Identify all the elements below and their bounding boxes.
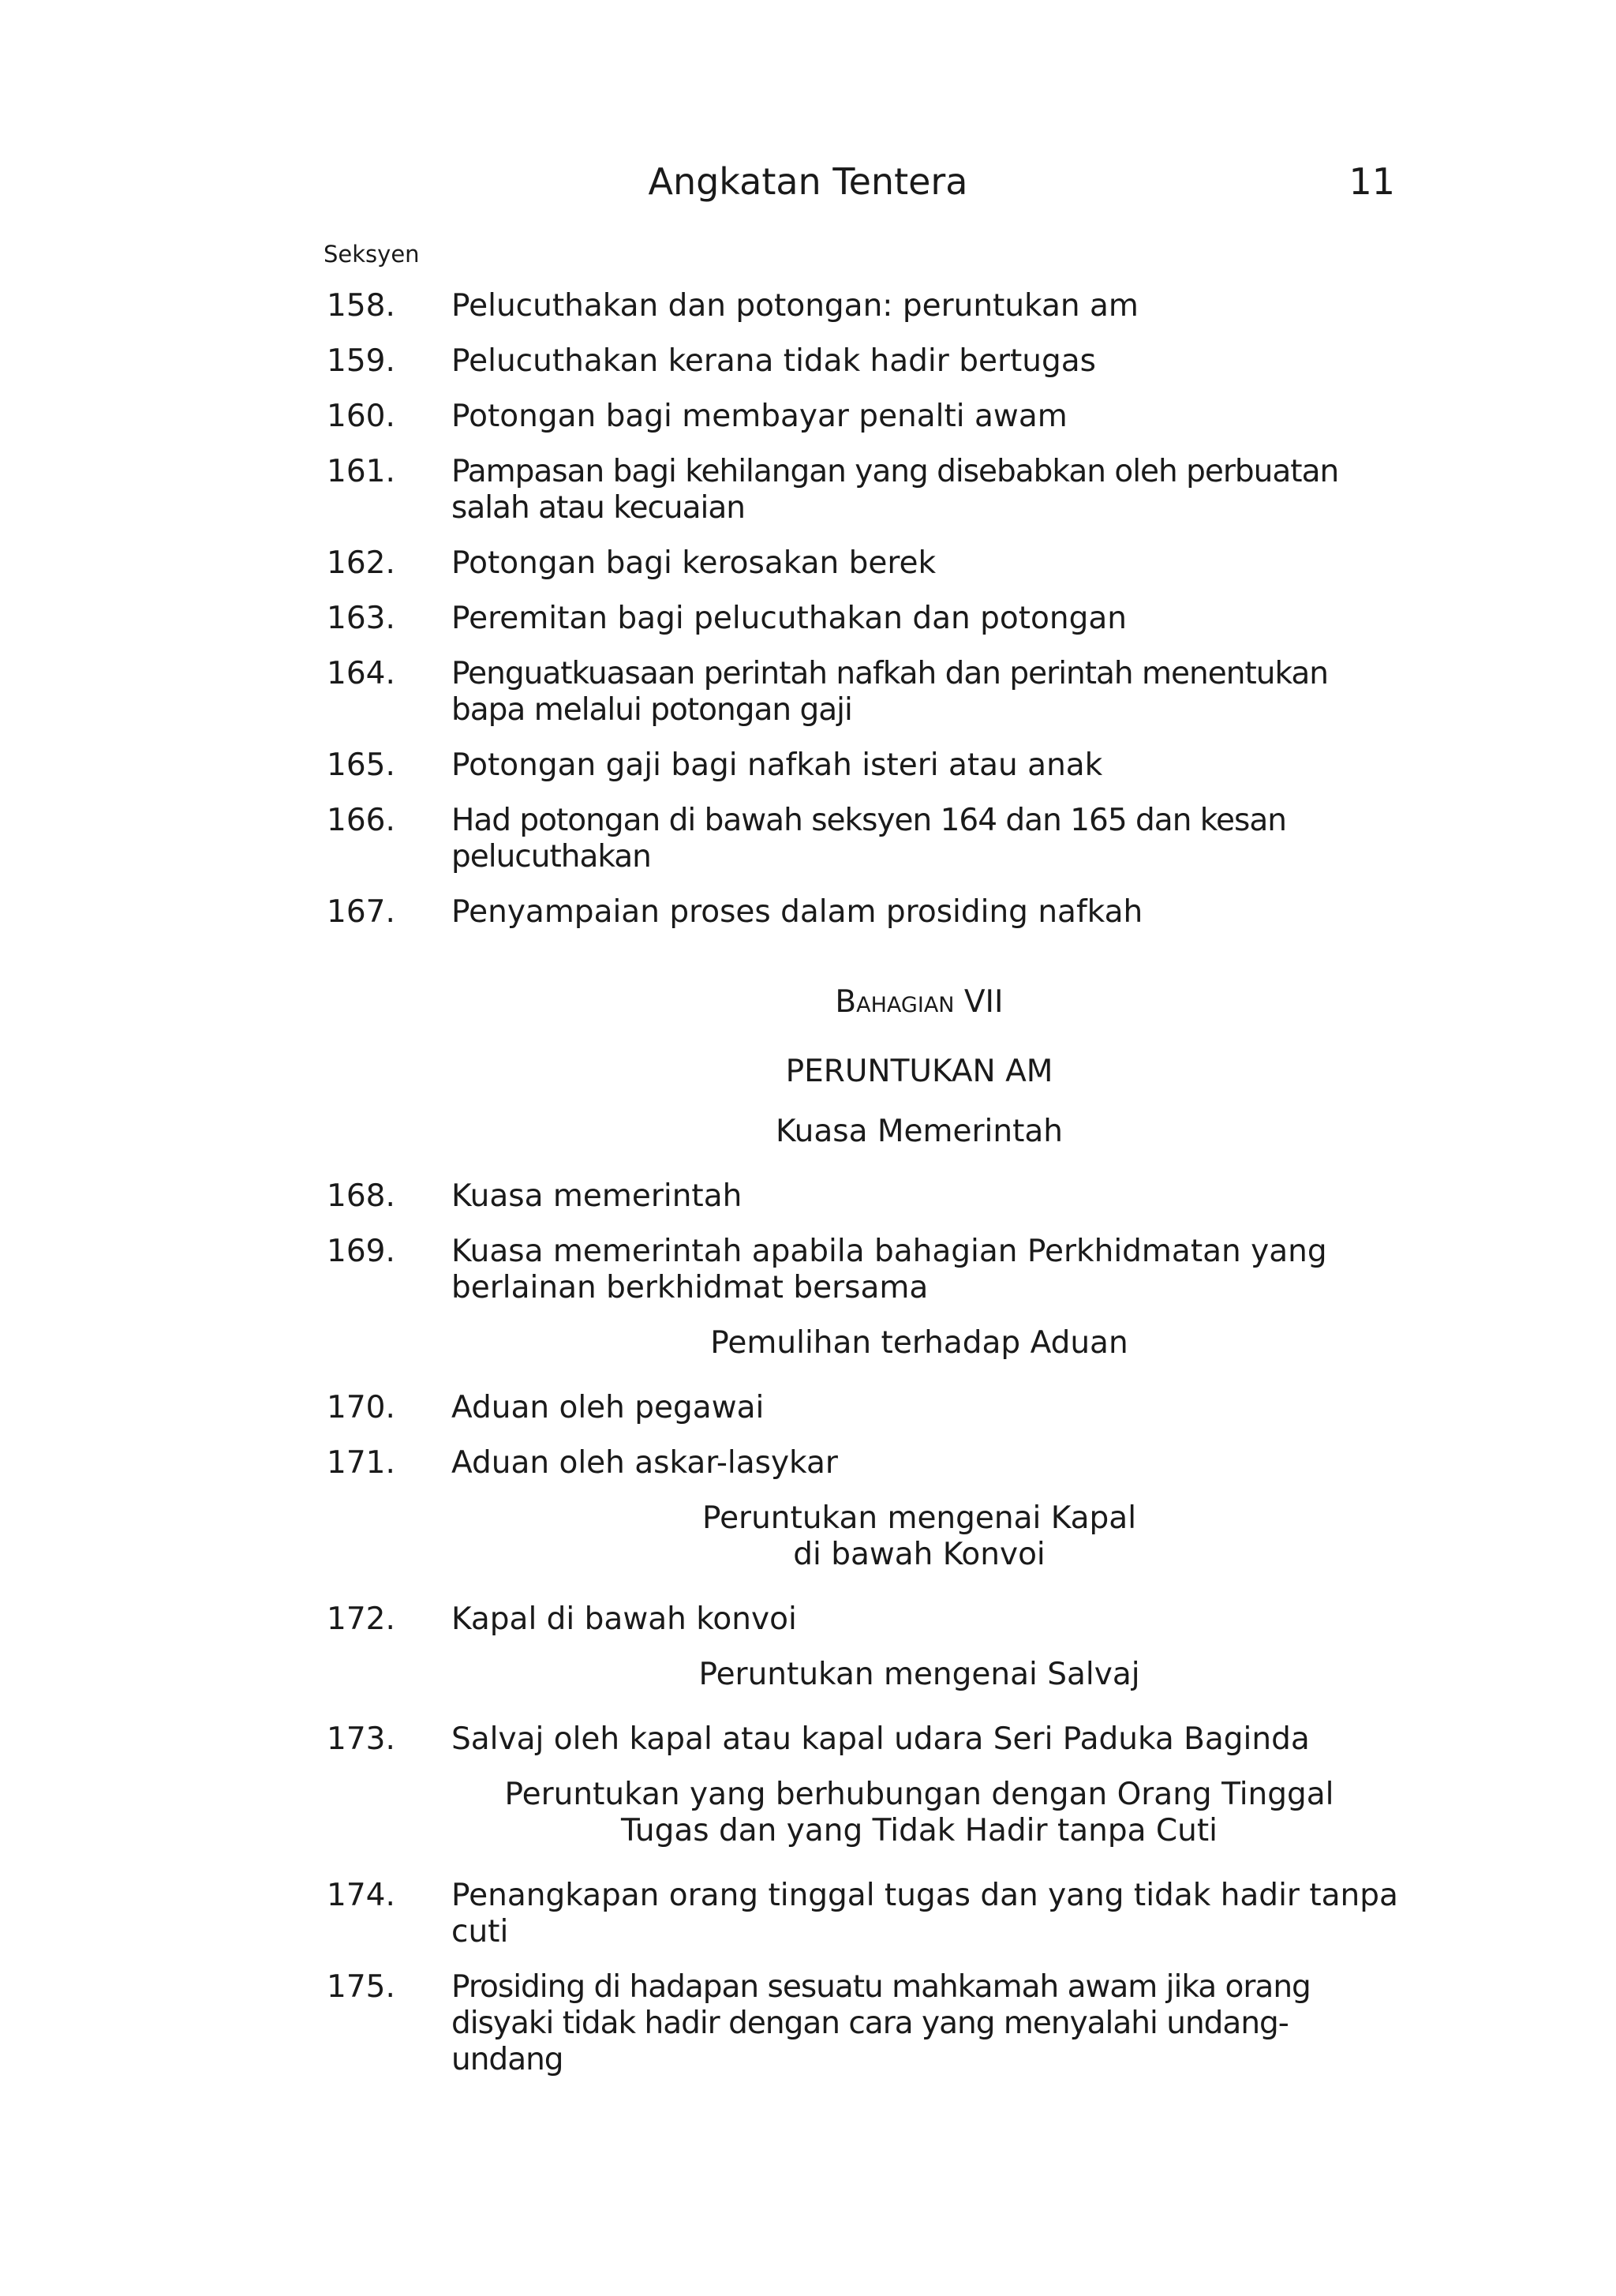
section-number: 158.	[327, 288, 395, 324]
section-title: Penangkapan orang tinggal tugas dan yang tidak hadir tanpa cuti	[451, 1878, 1398, 1950]
section-number: 167.	[327, 894, 395, 930]
toc-entry-158	[324, 288, 1405, 324]
toc-entry-174	[324, 1878, 1405, 1950]
section-title: Potongan bagi kerosakan berek	[451, 545, 937, 581]
section-number: 175.	[327, 1969, 395, 2005]
toc-entry-163	[324, 601, 1405, 637]
toc-entry-169	[324, 1234, 1405, 1306]
subheading-line: Tugas dan yang Tidak Hadir tanpa Cuti	[621, 1813, 1218, 1848]
toc-entry-165	[324, 747, 1405, 784]
toc-entry-166	[324, 803, 1405, 875]
section-title: Kuasa memerintah	[451, 1178, 743, 1214]
section-number: 161.	[327, 454, 395, 489]
section-title: Prosiding di hadapan sesuatu mahkamah awam jika orang disyaki tidak hadir dengan cara yang menyalahi undang-undang	[451, 1969, 1311, 2077]
section-number: 163.	[327, 601, 395, 636]
subheading-line: Peruntukan mengenai Kapal	[701, 1500, 1137, 1536]
seksyen-label: Seksyen	[324, 241, 420, 268]
toc-entry-171	[324, 1445, 1405, 1481]
subheading-salvaj: Peruntukan mengenai Salvaj	[698, 1657, 1140, 1692]
page-number: 11	[1349, 160, 1395, 203]
section-number: 162.	[327, 545, 395, 581]
toc-entry-160	[324, 399, 1405, 435]
toc-entry-162	[324, 545, 1405, 582]
section-title: Kuasa memerintah apabila bahagian Perkhidmatan yang berlainan berkhidmat bersama	[451, 1234, 1327, 1305]
toc-entry-167	[324, 894, 1405, 931]
section-title: Salvaj oleh kapal atau kapal udara Seri Paduka Baginda	[451, 1721, 1310, 1757]
toc-entry-172	[324, 1601, 1405, 1638]
section-title: Penguatkuasaan perintah nafkah dan perintah menentukan bapa melalui potongan gaji	[451, 656, 1328, 728]
section-title: Kapal di bawah konvoi	[451, 1601, 797, 1637]
table-of-contents	[324, 288, 1405, 2097]
toc-entry-164	[324, 656, 1405, 729]
toc-entry-170	[324, 1390, 1405, 1426]
subheading-pemulihan-aduan: Pemulihan terhadap Aduan	[710, 1325, 1128, 1361]
subheading-kuasa-memerintah: Kuasa Memerintah	[776, 1114, 1063, 1149]
section-number: 174.	[327, 1878, 395, 1913]
section-title: Potongan gaji bagi nafkah isteri atau anak	[451, 747, 1103, 783]
section-number: 159.	[327, 343, 395, 379]
section-title: Peremitan bagi pelucuthakan dan potongan	[451, 601, 1127, 636]
toc-entry-175	[324, 1969, 1405, 2078]
section-number: 165.	[327, 747, 395, 783]
section-title: Pampasan bagi kehilangan yang disebabkan oleh perbuatan salah atau kecuaian	[451, 454, 1339, 526]
subheading-kapal-konvoi	[324, 1500, 1405, 1573]
part-label: Bahagian VII	[835, 984, 1004, 1020]
section-title: Pelucuthakan kerana tidak hadir bertugas	[451, 343, 1096, 379]
part-title: PERUNTUKAN AM	[785, 1054, 1053, 1089]
section-number: 171.	[327, 1445, 395, 1481]
section-number: 169.	[327, 1234, 395, 1269]
section-number: 166.	[327, 803, 395, 838]
section-title: Aduan oleh pegawai	[451, 1390, 765, 1425]
section-title: Penyampaian proses dalam prosiding nafkah	[451, 894, 1143, 930]
subheading-orang-tinggal-tugas	[324, 1777, 1405, 1849]
section-number: 168.	[327, 1178, 395, 1214]
section-number: 164.	[327, 656, 395, 691]
running-title: Angkatan Tentera	[648, 160, 968, 203]
section-title: Had potongan di bawah seksyen 164 dan 165 dan kesan pelucuthakan	[451, 803, 1286, 875]
section-number: 170.	[327, 1390, 395, 1425]
toc-entry-168	[324, 1178, 1405, 1215]
toc-entry-161	[324, 454, 1405, 526]
section-number: 160.	[327, 399, 395, 434]
section-number: 173.	[327, 1721, 395, 1757]
toc-entry-159	[324, 343, 1405, 380]
section-title: Pelucuthakan dan potongan: peruntukan am	[451, 288, 1139, 324]
section-title: Potongan bagi membayar penalti awam	[451, 399, 1068, 434]
toc-entry-173	[324, 1721, 1405, 1758]
subheading-line: di bawah Konvoi	[793, 1537, 1046, 1572]
subheading-line: Peruntukan yang berhubungan dengan Orang Tinggal	[504, 1777, 1334, 1812]
section-title: Aduan oleh askar-lasykar	[451, 1445, 838, 1481]
section-number: 172.	[327, 1601, 395, 1637]
